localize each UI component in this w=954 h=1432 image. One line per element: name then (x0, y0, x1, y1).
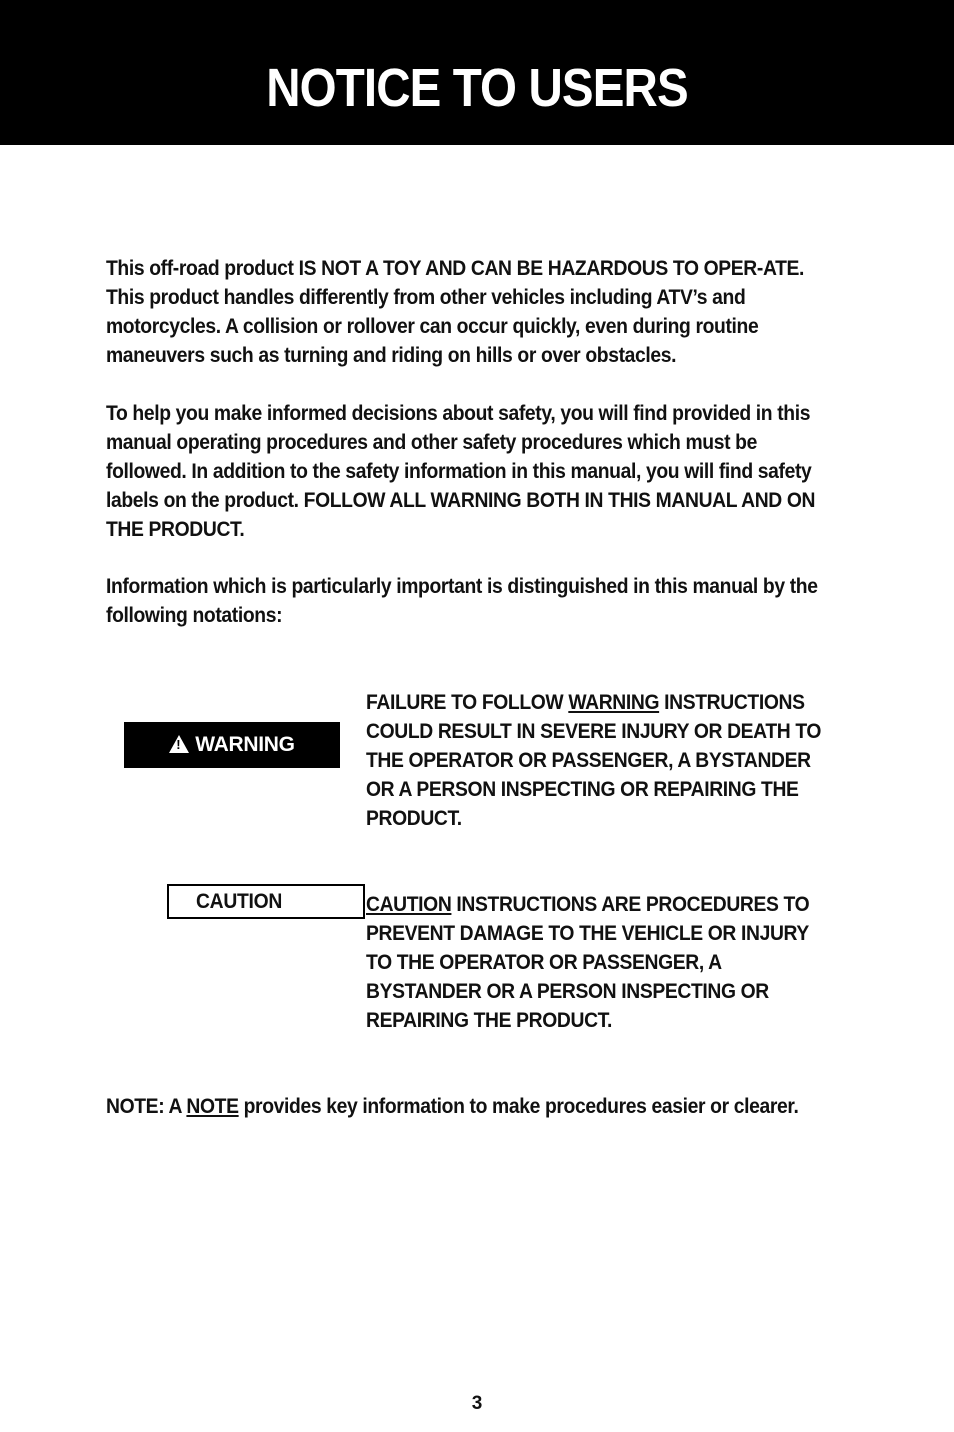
note-text-suffix: provides key information to make procedures easier or clearer. (238, 1095, 799, 1118)
page-title: NOTICE TO USERS (266, 58, 688, 118)
intro-paragraph-1: This off-road product IS NOT A TOY AND CAN BE HAZARDOUS TO OPER-ATE. This product handles differently from other vehicles including ATV’s and motorcycles. A collision or rollover can occur quickly, even during routine maneuvers such as turning and riding on hills or over obstacles. (106, 257, 805, 367)
warning-text-suffix: INSTRUCTIONS COULD RESULT IN SEVERE INJURY OR DEATH TO THE OPERATOR OR PASSENGER, A BYSTANDER OR A PERSON INSPECTING OR REPAIRING THE PRODUCT. (366, 691, 822, 830)
warning-text-prefix: FAILURE TO FOLLOW (366, 691, 569, 714)
warning-badge (124, 722, 340, 768)
caution-badge-label: CAUTION (196, 890, 283, 913)
caution-text-suffix: INSTRUCTIONS ARE PROCEDURES TO PREVENT DAMAGE TO THE VEHICLE OR INJURY TO THE OPERATOR OR PASSENGER, A BYSTANDER OR A PERSON INSPECTING OR REPAIRING THE PRODUCT. (366, 893, 810, 1032)
note-keyword: NOTE (186, 1095, 239, 1118)
caution-description (366, 890, 835, 1035)
intro-paragraph-2: To help you make informed decisions about safety, you will find provided in this manual operating procedures and other safety procedures which must be followed. In addition to the safety information in this manual, you will find safety labels on the product. FOLLOW ALL WARNING BOTH IN THIS MANUAL AND ON THE PRODUCT. (106, 402, 816, 541)
note-paragraph (106, 1092, 824, 1121)
warning-badge-label: WARNING (195, 733, 295, 756)
warning-keyword: WARNING (568, 691, 660, 714)
note-text-prefix: NOTE: A (106, 1095, 187, 1118)
caution-keyword: CAUTION (366, 893, 452, 916)
page-number: 3 (471, 1393, 483, 1414)
caution-badge (167, 884, 365, 919)
warning-triangle-icon (169, 735, 189, 753)
intro-paragraph-3: Information which is particularly important is distinguished in this manual by the following notations: (106, 575, 818, 627)
warning-description (366, 688, 835, 833)
